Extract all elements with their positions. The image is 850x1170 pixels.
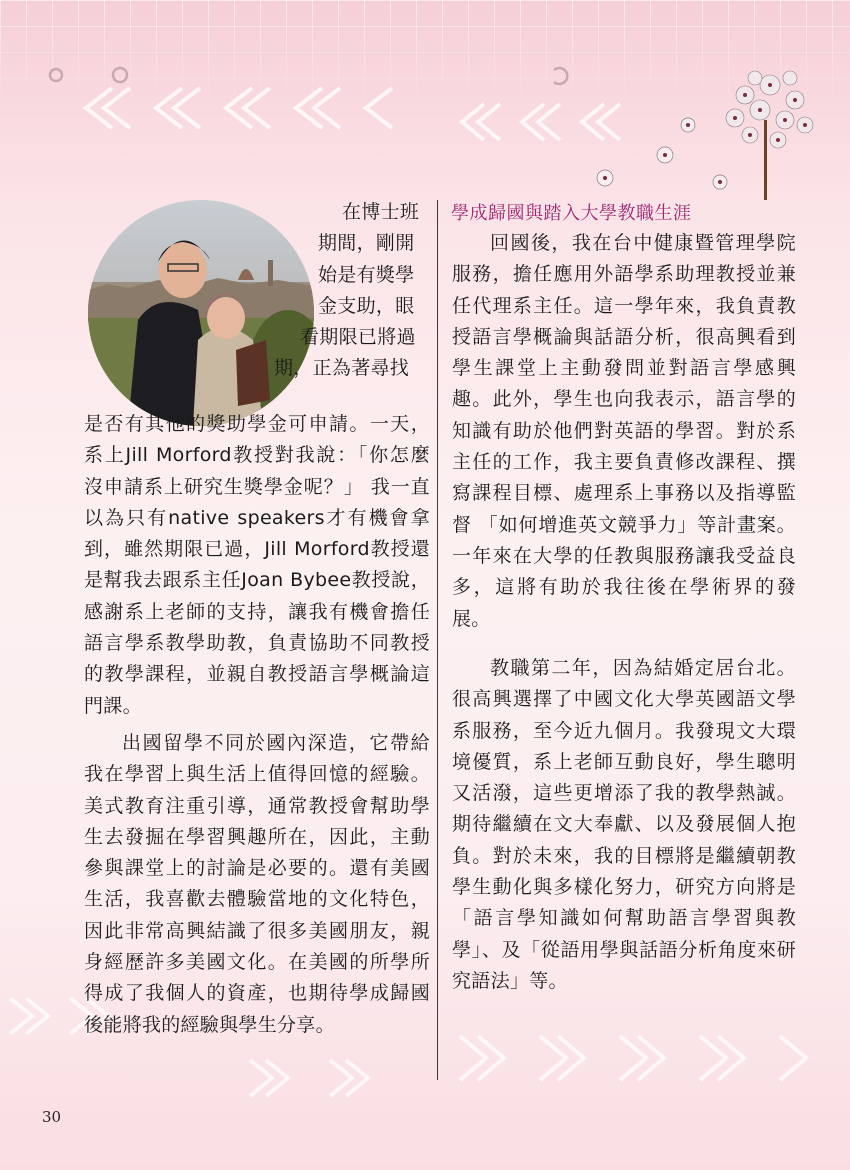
right-paragraph-1	[452, 228, 796, 635]
paragraph-text: 出國留學不同於國內深造，它帶給我在學習上與生活上值得回憶的經驗。美式教育注重引導，通常教授會幫助學生去發掘在學習興趣所在，因此，主動參與課堂上的討論是必要的。還有美國生活，我喜歡去體驗當地的文化特色，因此非常高興結識了很多美國朋友，親身經歷許多美國文化。在美國的所學所得成了我個人的資產，也期待學成歸國後能將我的經驗與學生分享。	[84, 732, 430, 1036]
paragraph-text: 是否有其他的獎助學金可申請。一天，系上Jill Morford教授對我說：「你怎麼沒申請系上研究生獎學金呢？」 我一直以為只有native speakers才有機會拿到，雖然期限已過，Jill Morford教授還是幫我去跟系主任Joan Bybee教授說，感謝系上老師的支持，讓我有機會擔任語言學系教學助教，負責協助不同教授的教學課程，並親自教授語言學概論這門課。	[84, 413, 430, 717]
text-line: 期間，剛開	[318, 232, 415, 255]
couple-photo	[88, 200, 314, 426]
flower-icons	[597, 118, 727, 189]
text-line: 看期限已將過	[300, 326, 416, 349]
ring-icons	[50, 68, 567, 84]
tree-icon	[726, 71, 813, 200]
left-paragraph-1	[84, 409, 430, 722]
header-decoration	[0, 0, 850, 200]
text-line: 始是有獎學	[318, 263, 415, 286]
right-paragraph-2	[452, 653, 796, 997]
page-number: 30	[42, 1108, 62, 1126]
arrow-chevrons-icon	[86, 88, 620, 140]
paragraph-text: 教職第二年，因為結婚定居台北。很高興選擇了中國文化大學英國語文學系服務，至今近九個月。我發現文大環境優質，系上老師互動良好，學生聰明又活潑，這些更增添了我的教學熱誠。期待繼續在文大奉獻、以及發展個人抱負。對於未來，我的目標將是繼續朝教學生動化與多樣化努力，研究方向將是「語言學知識如何幫助語言學習與教學」、及「從語用學與話語分析角度來研究語法」等。	[452, 657, 796, 992]
text-line: 金支助，眼	[318, 294, 415, 317]
left-paragraph-2	[84, 728, 430, 1041]
column-divider	[437, 200, 438, 1080]
left-wrapped-text	[274, 197, 440, 385]
text-line: 在博士班	[342, 201, 420, 223]
paragraph-text: 回國後，我在台中健康暨管理學院服務，擔任應用外語學系助理教授並兼任代理系主任。這一學年來，我負責教授語言學概論與話語分析，很高興看到學生課堂上主動發問並對語言學感興趣。此外，學生也向我表示，語言學的知識有助於他們對英語的學習。對於系主任的工作，我主要負責修改課程、撰寫課程目標、處理系上事務以及指導監督 「如何增進英文競爭力」等計畫案。一年來在大學的任教與服務讓我受益良多，這將有助於我往後在學術界的發展。	[452, 232, 796, 630]
section-title: 學成歸國與踏入大學教職生涯	[451, 203, 692, 224]
text-line: 期，正為著尋找	[274, 357, 410, 380]
